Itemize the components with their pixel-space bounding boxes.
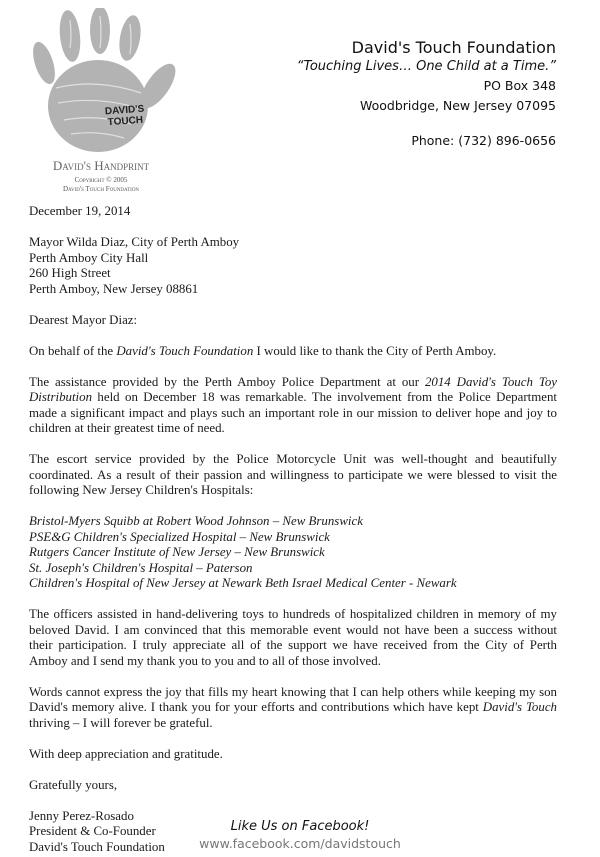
recipient-line: Perth Amboy City Hall xyxy=(29,250,149,265)
signature-line: David's Touch Foundation xyxy=(29,839,165,854)
hospital-item: Children's Hospital of New Jersey at Newark Beth Israel Medical Center - Newark xyxy=(29,576,457,590)
paragraph-2 xyxy=(29,375,557,437)
paragraph-5-text-end: thriving – I will forever be grateful. xyxy=(29,715,213,730)
hospital-item: St. Joseph's Children's Hospital – Paterson xyxy=(29,560,253,575)
handprint-logo xyxy=(26,8,176,194)
paragraph-4: The officers assisted in hand-delivering toys to hundreds of hospitalized children in memory of my beloved David. I am convinced that this memorable event would not have been a success without their participation. I truly appreciate all of the support we have received from the City of Perth Amboy and I send my thank you to you and to all of those involved. xyxy=(29,607,557,668)
hospital-list xyxy=(29,514,557,592)
paragraph-3: The escort service provided by the Police Motorcycle Unit was well-thought and beautifully coordinated. As a result of their passion and willingness to participate we were blessed to visit the following New Jersey Children's Hospitals: xyxy=(29,452,557,497)
letter-body xyxy=(29,204,557,855)
letter-date: December 19, 2014 xyxy=(29,204,131,218)
paragraph-2-text: The assistance provided by the Perth Amboy Police Department at our xyxy=(29,374,425,389)
organization-name: David's Touch Foundation xyxy=(351,38,556,57)
paragraph-6: With deep appreciation and gratitude. xyxy=(29,746,223,761)
logo-copyright-line: Copyright © 2005 xyxy=(74,176,128,184)
paragraph-5-text: Words cannot express the joy that fills my heart knowing that I can help others while keeping my son David's memory alive. I thank you for your efforts and contributions which have kept xyxy=(29,684,557,714)
paragraph-1 xyxy=(29,344,557,360)
logo-copyright-owner: David's Touch Foundation xyxy=(62,185,140,193)
recipient-line: 260 High Street xyxy=(29,266,111,280)
recipient-line: Mayor Wilda Diaz, City of Perth Amboy xyxy=(29,235,240,249)
paragraph-1-emphasis: David's Touch Foundation xyxy=(116,343,254,358)
paragraph-1-text: On behalf of the xyxy=(29,343,117,358)
salutation: Dearest Mayor Diaz: xyxy=(29,312,138,327)
logo-caption: David's Handprint xyxy=(52,158,150,173)
organization-city-state: Woodbridge, New Jersey 07095 xyxy=(359,98,556,113)
logo-text-bottom: TOUCH xyxy=(107,114,144,129)
paragraph-2-emphasis: 2014 David's Touch Toy Distribution xyxy=(29,374,558,404)
organization-po-box: PO Box 348 xyxy=(483,78,556,93)
facebook-link[interactable]: www.facebook.com/davidstouch xyxy=(199,836,401,851)
hospital-item: Rutgers Cancer Institute of New Jersey – New Brunswick xyxy=(29,545,325,559)
hospital-item: Bristol-Myers Squibb at Robert Wood Johnson – New Brunswick xyxy=(29,514,363,528)
recipient-address xyxy=(29,235,557,297)
organization-phone: Phone: (732) 896-0656 xyxy=(411,133,556,148)
logo-text-top: DAVID'S xyxy=(104,103,145,118)
paragraph-2-text-end: held on December 18 was remarkable. The involvement from the Police Department made a significant impact and plays such an important role in our mission to deliver hope and joy to children at their greatest time of need. xyxy=(29,390,557,435)
organization-header xyxy=(297,38,556,151)
facebook-cta: Like Us on Facebook! xyxy=(230,819,370,834)
paragraph-5 xyxy=(29,685,557,732)
recipient-line: Perth Amboy, New Jersey 08861 xyxy=(29,281,199,296)
paragraph-1-text-end: I would like to thank the City of Perth Amboy. xyxy=(253,343,497,358)
signature-line: President & Co-Founder xyxy=(29,824,156,838)
closing: Gratefully yours, xyxy=(29,777,118,792)
organization-tagline: “Touching Lives… One Child at a Time.” xyxy=(296,59,556,74)
hospital-item: PSE&G Children's Specialized Hospital – New Brunswick xyxy=(29,529,330,544)
paragraph-5-emphasis: David's Touch xyxy=(482,700,557,714)
logo-copyright xyxy=(46,176,156,194)
signature-line: Jenny Perez-Rosado xyxy=(29,808,134,823)
